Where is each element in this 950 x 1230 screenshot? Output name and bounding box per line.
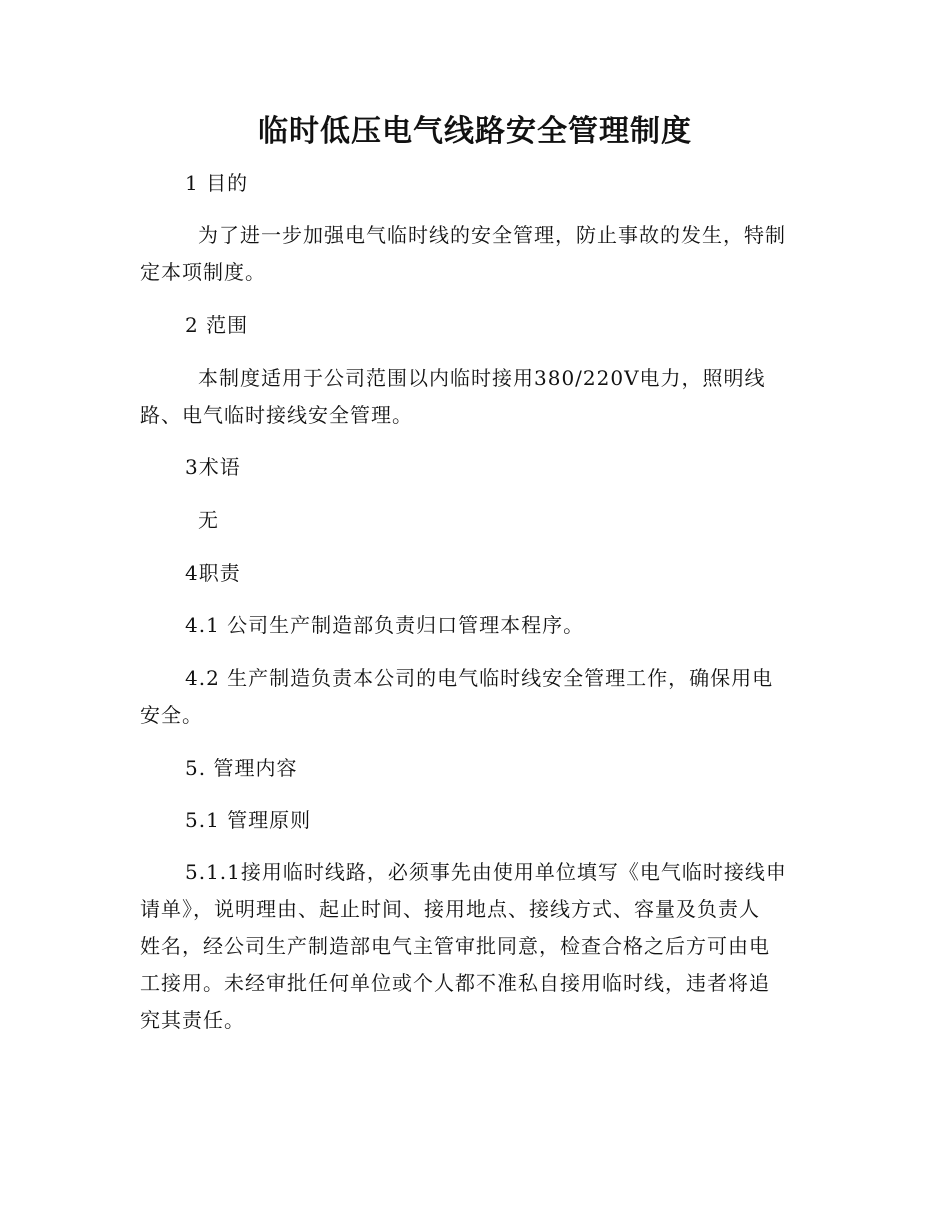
heading-purpose: 1 目的 [185, 171, 249, 195]
paragraph-scope-line-1: 本制度适用于公司范围以内临时接用380/220V电力，照明线 [198, 366, 766, 390]
item-5-1-1-line-3: 姓名，经公司生产制造部电气主管审批同意，检查合格之后方可由电 [140, 934, 770, 958]
item-5-1-1-line-4: 工接用。未经审批任何单位或个人都不准私自接用临时线，违者将追 [140, 971, 770, 995]
heading-duties: 4职责 [185, 561, 241, 585]
item-4-2-line-2: 安全。 [140, 703, 203, 727]
document-title: 临时低压电气线路安全管理制度 [258, 114, 692, 149]
heading-management-principles: 5.1 管理原则 [185, 808, 312, 832]
heading-management-content: 5. 管理内容 [185, 756, 298, 780]
item-5-1-1-line-1: 5.1.1接用临时线路，必须事先由使用单位填写《电气临时接线申 [185, 860, 787, 884]
item-5-1-1-line-2: 请单》，说明理由、起止时间、接用地点、接线方式、容量及负责人 [140, 897, 760, 921]
paragraph-purpose-line-2: 定本项制度。 [140, 260, 266, 284]
item-4-2-line-1: 4.2 生产制造负责本公司的电气临时线安全管理工作，确保用电 [185, 666, 774, 690]
paragraph-purpose-line-1: 为了进一步加强电气临时线的安全管理，防止事故的发生，特制 [198, 223, 786, 247]
paragraph-terms: 无 [198, 508, 219, 532]
item-5-1-1-line-5: 究其责任。 [140, 1008, 245, 1032]
heading-scope: 2 范围 [185, 313, 249, 337]
paragraph-scope-line-2: 路、电气临时接线安全管理。 [140, 403, 413, 427]
heading-terms: 3术语 [185, 455, 241, 479]
item-4-1: 4.1 公司生产制造部负责归口管理本程序。 [185, 613, 585, 637]
